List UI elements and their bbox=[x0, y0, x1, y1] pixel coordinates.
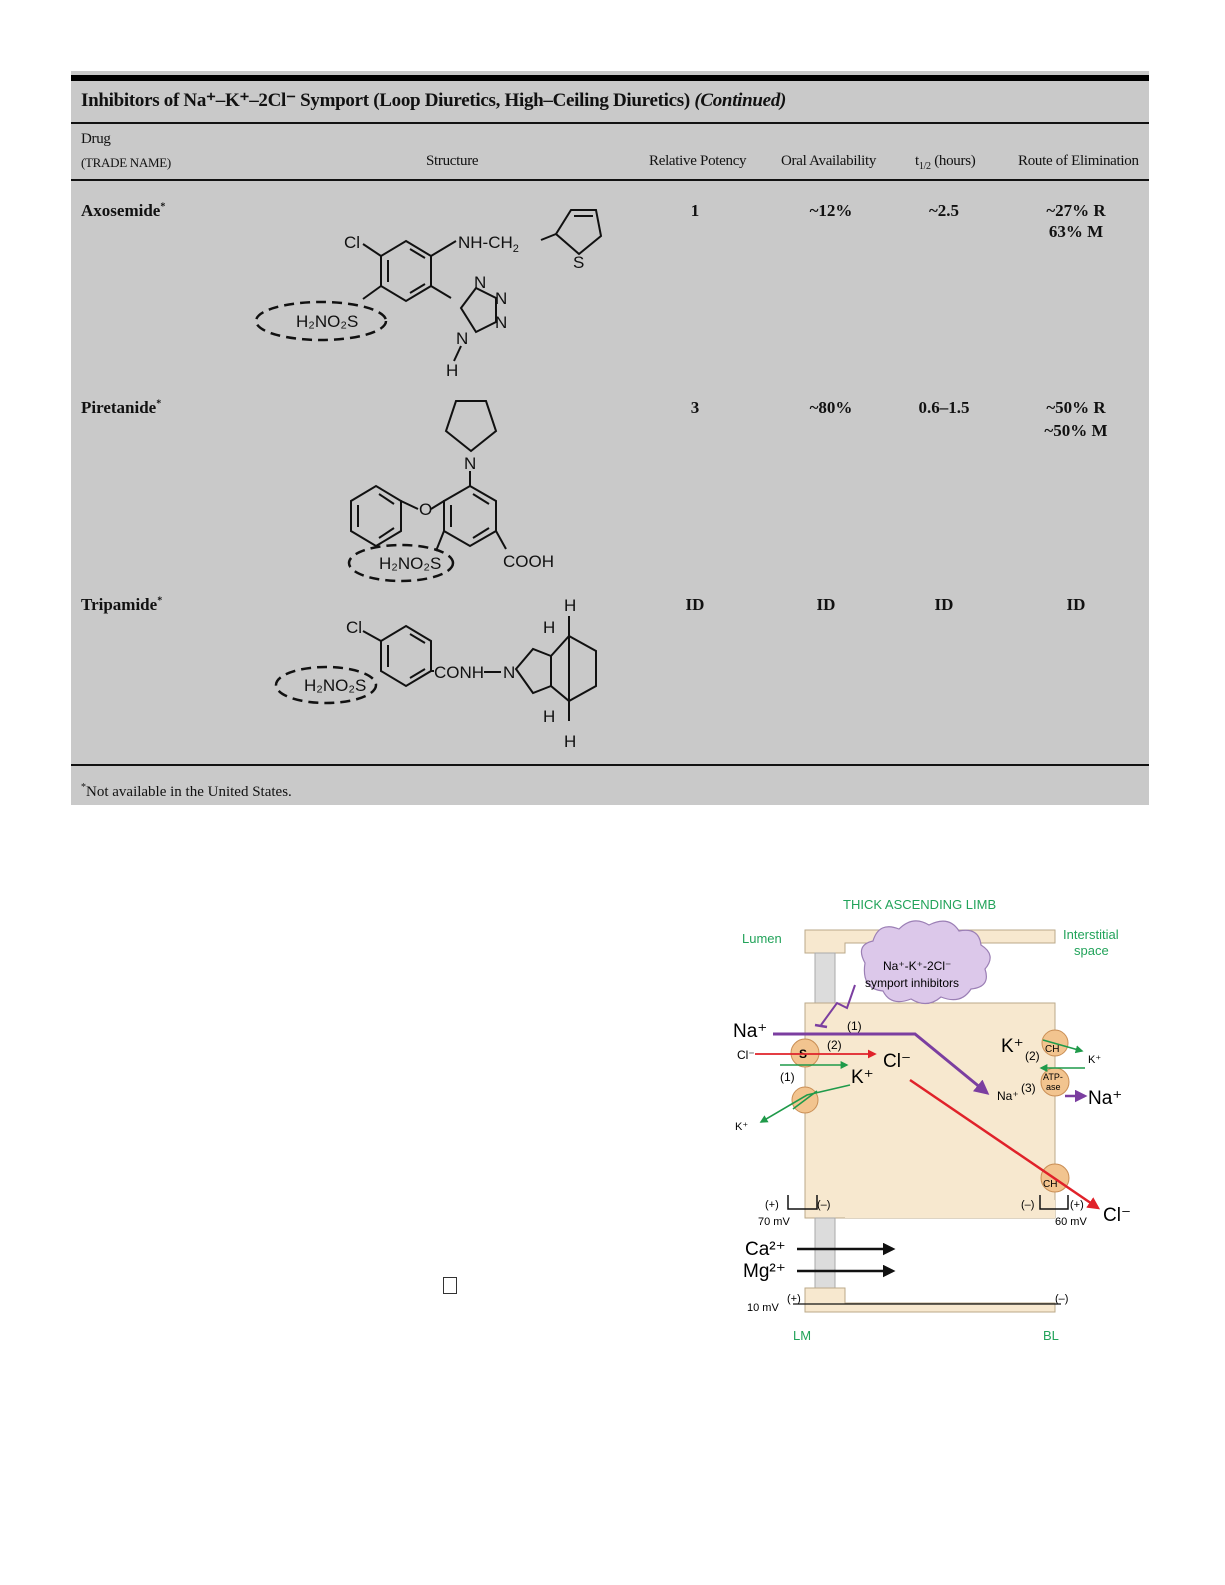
structure-piretanide bbox=[251, 391, 631, 586]
cl-lumen: Cl⁻ bbox=[737, 1048, 755, 1062]
k-lumen: K⁺ bbox=[735, 1121, 749, 1133]
atpase-label-1: ATP- bbox=[1043, 1072, 1063, 1082]
amide-group: CONH bbox=[434, 663, 485, 682]
potency-value: 1 bbox=[690, 201, 700, 220]
footer-rule bbox=[71, 764, 1149, 766]
transepithelial-voltage: 10 mV bbox=[747, 1302, 779, 1314]
amine-nitrogen: N bbox=[503, 663, 516, 682]
chlorine-atom: Cl bbox=[346, 618, 363, 637]
cl-cell: Cl⁻ bbox=[883, 1051, 911, 1072]
tetrazole-n3: N bbox=[495, 313, 508, 332]
tetrazole-n1: N bbox=[474, 273, 487, 292]
step-2-k: (2) bbox=[1025, 1049, 1040, 1063]
potency-value: ID bbox=[685, 595, 705, 614]
luminal-plus: (+) bbox=[765, 1199, 779, 1211]
header-rule-bottom bbox=[71, 179, 1149, 181]
header-drug: Drug bbox=[81, 131, 111, 147]
k-cell: K⁺ bbox=[851, 1067, 874, 1088]
inhibitor-label-1: Na⁺-K⁺-2Cl⁻ bbox=[883, 959, 952, 973]
tetrazole-ring bbox=[461, 288, 496, 332]
k-channel-label: CH bbox=[1045, 1044, 1060, 1055]
footnote-text: Not available in the United States. bbox=[86, 784, 292, 800]
cl-interstitial: Cl⁻ bbox=[1103, 1205, 1131, 1226]
footnote-marker: * bbox=[81, 782, 86, 793]
drug-table bbox=[71, 71, 1149, 805]
lumen-label: Lumen bbox=[742, 931, 782, 946]
chlorine-atom: Cl bbox=[344, 233, 361, 252]
drug-label: Tripamide bbox=[81, 595, 158, 614]
half-life-value: ~2.5 bbox=[928, 201, 960, 220]
footnote-marker: * bbox=[160, 201, 166, 213]
placeholder-box bbox=[443, 1277, 457, 1294]
potency-value: 3 bbox=[690, 398, 700, 417]
basolateral-minus: (–) bbox=[1021, 1199, 1035, 1211]
oral-value: ~80% bbox=[809, 398, 853, 417]
table-title bbox=[81, 89, 786, 112]
k-interstitial: K⁺ bbox=[1088, 1054, 1102, 1066]
header-relative-potency: Relative Potency bbox=[649, 153, 747, 169]
diagram-title: THICK ASCENDING LIMB bbox=[843, 897, 997, 912]
sulfonamide-group: H₂NO₂S bbox=[304, 676, 367, 695]
half-life-value: ID bbox=[934, 595, 954, 614]
drug-label: Axosemide bbox=[81, 201, 161, 220]
calcium-ion: Ca²⁺ bbox=[745, 1239, 786, 1260]
magnesium-ion: Mg²⁺ bbox=[743, 1261, 786, 1282]
drug-label: Piretanide bbox=[81, 398, 157, 417]
symporter-label: S bbox=[799, 1047, 808, 1061]
half-life-subscript: 1/2 bbox=[918, 161, 931, 172]
table-title-continued: (Continued) bbox=[694, 90, 787, 111]
oral-value: ~12% bbox=[809, 201, 853, 220]
tetrazole-hydrogen: H bbox=[446, 361, 459, 380]
sulfonamide-group: H₂NO₂S bbox=[296, 312, 359, 331]
step-1-k: (1) bbox=[780, 1070, 795, 1084]
inhibitor-label-2: symport inhibitors bbox=[865, 976, 960, 990]
drug-name-tripamide bbox=[81, 595, 162, 615]
ring-h-bottom: H bbox=[543, 707, 556, 726]
table-title-main: Inhibitors of Na⁺–K⁺–2Cl⁻ Symport (Loop Diuretics, High–Ceiling Diuretics) bbox=[81, 90, 690, 111]
interstitial-label-1: Interstitial bbox=[1063, 927, 1119, 942]
thiophene-sulfur: S bbox=[573, 253, 585, 272]
step-1-na: (1) bbox=[847, 1019, 862, 1033]
pyrrolidine-ring bbox=[516, 649, 551, 693]
thick-ascending-limb-diagram bbox=[725, 885, 1225, 1360]
luminal-voltage: 70 mV bbox=[758, 1216, 790, 1228]
ether-oxygen: O bbox=[419, 500, 433, 519]
step-3-na: (3) bbox=[1021, 1081, 1036, 1095]
header-trade-name: (TRADE NAME) bbox=[81, 155, 171, 170]
route-value-renal: ~50% R bbox=[1046, 398, 1106, 417]
half-life-symbol: t bbox=[915, 153, 919, 169]
tetrazole-n4: N bbox=[456, 329, 469, 348]
cl-channel-label: CH bbox=[1043, 1179, 1058, 1190]
oral-value: ID bbox=[816, 595, 836, 614]
bridgehead-h-bottom: H bbox=[564, 732, 577, 751]
header-rule-top bbox=[71, 122, 1149, 124]
ring-h-top: H bbox=[543, 618, 556, 637]
footnote-marker: * bbox=[156, 398, 162, 410]
sulfonamide-group: H₂NO₂S bbox=[379, 554, 442, 573]
basolateral-plus: (+) bbox=[1070, 1199, 1084, 1211]
pyrrolidine-ring bbox=[446, 401, 496, 451]
step-2-cl: (2) bbox=[827, 1038, 842, 1052]
route-value-metabolic: 63% M bbox=[1048, 222, 1104, 241]
k-basolateral-cell: K⁺ bbox=[1001, 1036, 1024, 1057]
basolateral-membrane-label: BL bbox=[1043, 1328, 1059, 1343]
half-life-value: 0.6–1.5 bbox=[918, 398, 970, 417]
carboxyl-group: COOH bbox=[503, 552, 554, 571]
route-value-renal: ~27% R bbox=[1046, 201, 1106, 220]
atpase-label-2: ase bbox=[1046, 1082, 1061, 1092]
adjacent-cell-bottom bbox=[805, 1288, 1055, 1312]
basolateral-voltage: 60 mV bbox=[1055, 1216, 1087, 1228]
drug-name-piretanide bbox=[81, 398, 161, 418]
na-lumen: Na⁺ bbox=[733, 1021, 768, 1042]
paracellular-pathway bbox=[815, 1218, 835, 1288]
header-structure: Structure bbox=[426, 153, 479, 169]
na-interstitial: Na⁺ bbox=[1088, 1088, 1123, 1109]
structure-tripamide bbox=[251, 591, 631, 756]
route-value-metabolic: ~50% M bbox=[1044, 421, 1108, 440]
footnote bbox=[81, 782, 292, 801]
interstitial-label-2: space bbox=[1074, 943, 1109, 958]
norbornane-ring bbox=[551, 636, 596, 701]
top-rule bbox=[71, 75, 1149, 81]
transepithelial-minus: (–) bbox=[1055, 1293, 1069, 1305]
luminal-membrane-label: LM bbox=[793, 1328, 812, 1343]
half-life-unit: (hours) bbox=[930, 153, 976, 169]
luminal-minus: (–) bbox=[817, 1199, 831, 1211]
structure-axosemide bbox=[251, 196, 631, 381]
header-route: Route of Elimination bbox=[1018, 153, 1139, 169]
amine-group: $NH-CH_2$ bbox=[458, 233, 519, 255]
tight-junction-top bbox=[815, 953, 835, 1003]
tetrazole-n2: N bbox=[495, 289, 508, 308]
na-cell: Na⁺ bbox=[997, 1089, 1019, 1103]
pyrrolidine-nitrogen: N bbox=[464, 454, 477, 473]
route-value: ID bbox=[1066, 595, 1086, 614]
header-oral-availability: Oral Availability bbox=[781, 153, 877, 169]
header-half-life bbox=[915, 153, 975, 172]
footnote-marker: * bbox=[157, 595, 163, 607]
transepithelial-plus: (+) bbox=[787, 1293, 801, 1305]
drug-name-axosemide bbox=[81, 201, 165, 221]
bridgehead-h-top: H bbox=[564, 596, 577, 615]
